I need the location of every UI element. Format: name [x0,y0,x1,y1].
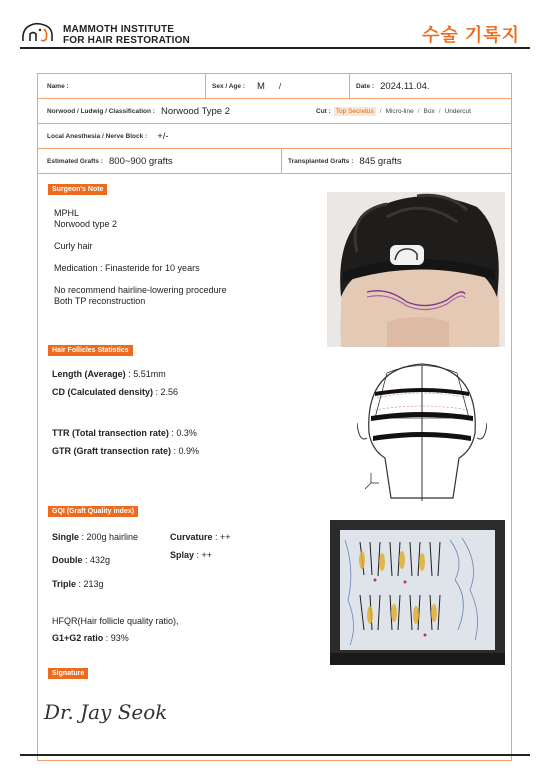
g1g2-value: : 93% [103,633,129,643]
anesthesia-value: +/- [157,130,169,142]
double-label: Double [52,555,83,565]
classification-label: Norwood / Ludwig / Classification : [47,107,155,115]
single-value: : 200g hairline [79,532,139,542]
note-line-reconstruction: Both TP reconstruction [54,296,146,306]
form-row-patient [38,74,511,99]
sex-age-field [212,74,281,98]
cut-label: Cut : [316,107,331,115]
name-field [47,74,75,98]
single-label: Single [52,532,80,542]
mammoth-logo-icon [20,21,56,43]
splay-value: : ++ [194,550,213,560]
name-label: Name : [47,82,69,90]
transplanted-grafts-label: Transplanted Grafts : [288,157,354,165]
triple-stat [52,579,104,589]
sex-value: M [257,80,265,92]
splay-stat [170,550,212,560]
cut-option-box: Box [423,107,435,115]
cut-option-undercut: Undercut [444,107,471,115]
triple-label: Triple [52,579,77,589]
page-title: 수술 기록지 [422,25,520,45]
cut-option-micro-line: Micro-line [385,107,414,115]
length-stat [52,369,166,379]
brand-line-2: FOR HAIR RESTORATION [63,35,190,46]
ttr-label: TTR (Total transection rate) [52,428,169,438]
form-row-classification [38,99,511,124]
gqi-heading: GQI (Graft Quality index) [48,506,138,517]
graft-monitor-photo [330,520,505,665]
double-stat [52,555,110,565]
cut-option-top-secretus: Top Secretus [335,107,374,115]
header-divider [20,47,530,49]
single-stat [52,532,138,542]
surgeon-note-body [54,208,227,307]
surgeon-note-heading: Surgeon's Note [48,184,107,195]
ttr-value: : 0.3% [168,428,197,438]
sex-age-label: Sex / Age : [212,82,245,90]
note-line-hair-type: Curly hair [54,241,93,251]
donor-area-diagram [357,358,487,504]
classification-value: Norwood Type 2 [160,105,230,117]
length-value: : 5.51mm [125,369,166,379]
curvature-stat [170,532,231,542]
anesthesia-field [47,124,169,148]
brand-name [63,24,190,46]
estimated-grafts-value: 800~900 grafts [109,155,173,167]
date-field [356,74,430,98]
graft-monitor-illustration [330,520,505,665]
cd-stat [52,387,178,397]
g1g2-stat [52,633,129,643]
triple-value: : 213g [76,579,104,589]
form-row-anesthesia [38,124,511,149]
note-line-medication: Medication : Finasteride for 10 years [54,263,200,273]
signature-text: Dr. Jay Seok [44,700,168,724]
age-separator: / [278,81,282,91]
g1g2-label: G1+G2 ratio [52,633,104,643]
estimated-grafts-field [47,149,173,173]
curvature-value: : ++ [212,532,231,542]
double-value: : 432g [82,555,111,565]
brand-line-1: MAMMOTH INSTITUTE [63,24,175,35]
gtr-value: : 0.9% [171,446,200,456]
signature-heading: Signature [48,668,88,679]
transplanted-grafts-value: 845 grafts [359,155,402,167]
transplanted-grafts-field [288,149,402,173]
length-label: Length (Average) [52,369,126,379]
follicle-stats-heading: Hair Follicles Statistics [48,345,133,356]
cut-field: Cut : Top Secretus / Micro-line / Box / Undercut [316,107,471,115]
form-row-grafts [38,149,511,174]
footer-divider [20,754,530,756]
cd-value: : 2.56 [153,387,179,397]
note-line-diagnosis: MPHL [54,208,80,218]
cd-label: CD (Calculated density) [52,387,154,397]
curvature-label: Curvature [170,532,213,542]
classification-field [47,99,230,123]
hairline-photo-illustration [327,192,505,347]
ttr-stat [52,428,197,438]
splay-label: Splay [170,550,195,560]
hairline-photo [327,192,505,347]
anesthesia-label: Local Anesthesia / Nerve Block : [47,132,148,140]
note-line-norwood: Norwood type 2 [54,219,118,229]
gtr-stat [52,446,199,456]
date-value: 2024.11.04. [380,80,430,92]
note-line-recommendation: No recommend hairline-lowering procedure [54,285,227,295]
gtr-label: GTR (Graft transection rate) [52,446,172,456]
hfqr-line: HFQR(Hair follicle quality ratio), [52,616,179,626]
date-label: Date : [356,82,375,90]
estimated-grafts-label: Estimated Grafts : [47,157,103,165]
